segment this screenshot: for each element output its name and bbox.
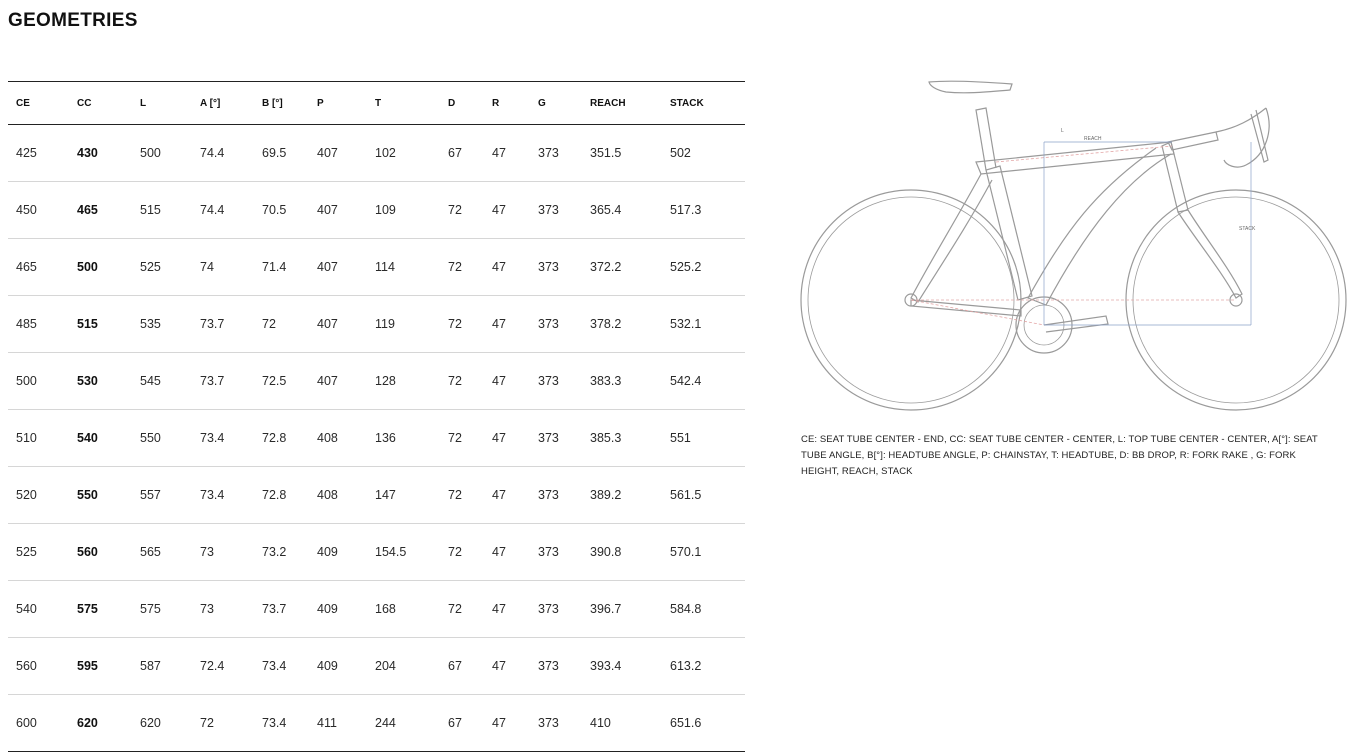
table-row bbox=[8, 695, 745, 752]
column-header: P bbox=[309, 82, 367, 125]
table-cell: 542.4 bbox=[662, 353, 745, 410]
column-header: G bbox=[530, 82, 582, 125]
table-cell: 73.4 bbox=[192, 410, 254, 467]
column-header: D bbox=[440, 82, 484, 125]
table-cell: 407 bbox=[309, 125, 367, 182]
table-cell: 128 bbox=[367, 353, 440, 410]
stem bbox=[1168, 132, 1218, 150]
table-cell: 72 bbox=[440, 410, 484, 467]
column-header: A [°] bbox=[192, 82, 254, 125]
table-cell: 70.5 bbox=[254, 182, 309, 239]
table-cell: 411 bbox=[309, 695, 367, 752]
table-cell: 540 bbox=[69, 410, 132, 467]
table-cell: 557 bbox=[132, 467, 192, 524]
table-cell: 465 bbox=[8, 239, 69, 296]
table-cell: 651.6 bbox=[662, 695, 745, 752]
table-cell: 73.7 bbox=[254, 581, 309, 638]
table-cell: 407 bbox=[309, 353, 367, 410]
geometry-table bbox=[8, 81, 745, 752]
table-cell: 584.8 bbox=[662, 581, 745, 638]
table-cell: 613.2 bbox=[662, 638, 745, 695]
bike-geometry-diagram bbox=[796, 70, 1354, 420]
table-cell: 72 bbox=[440, 524, 484, 581]
table-cell: 532.1 bbox=[662, 296, 745, 353]
table-cell: 168 bbox=[367, 581, 440, 638]
table-cell: 373 bbox=[530, 524, 582, 581]
table-cell: 373 bbox=[530, 182, 582, 239]
table-cell: 390.8 bbox=[582, 524, 662, 581]
table-cell: 74.4 bbox=[192, 182, 254, 239]
table-cell: 565 bbox=[132, 524, 192, 581]
table-cell: 47 bbox=[484, 182, 530, 239]
table-cell: 73.2 bbox=[254, 524, 309, 581]
table-cell: 119 bbox=[367, 296, 440, 353]
table-cell: 551 bbox=[662, 410, 745, 467]
table-row bbox=[8, 467, 745, 524]
table-cell: 500 bbox=[8, 353, 69, 410]
table-cell: 500 bbox=[69, 239, 132, 296]
table-cell: 72 bbox=[254, 296, 309, 353]
table-cell: 525.2 bbox=[662, 239, 745, 296]
table-cell: 72.8 bbox=[254, 467, 309, 524]
table-cell: 620 bbox=[69, 695, 132, 752]
table-cell: 409 bbox=[309, 581, 367, 638]
table-cell: 407 bbox=[309, 296, 367, 353]
table-cell: 47 bbox=[484, 467, 530, 524]
diagram-label-reach: REACH bbox=[1084, 136, 1102, 142]
column-header: T bbox=[367, 82, 440, 125]
table-cell: 72 bbox=[192, 695, 254, 752]
table-cell: 372.2 bbox=[582, 239, 662, 296]
table-cell: 244 bbox=[367, 695, 440, 752]
table-cell: 389.2 bbox=[582, 467, 662, 524]
table-cell: 73 bbox=[192, 581, 254, 638]
table-cell: 373 bbox=[530, 695, 582, 752]
table-cell: 383.3 bbox=[582, 353, 662, 410]
table-cell: 408 bbox=[309, 467, 367, 524]
seat-stay bbox=[911, 174, 992, 302]
table-cell: 47 bbox=[484, 695, 530, 752]
table-cell: 47 bbox=[484, 296, 530, 353]
handlebar bbox=[1216, 108, 1269, 167]
table-cell: 550 bbox=[69, 467, 132, 524]
table-cell: 73.4 bbox=[192, 467, 254, 524]
table-cell: 407 bbox=[309, 182, 367, 239]
table-row bbox=[8, 239, 745, 296]
table-cell: 407 bbox=[309, 239, 367, 296]
table-row bbox=[8, 125, 745, 182]
page-title: GEOMETRIES bbox=[8, 10, 138, 31]
seat-tube bbox=[986, 166, 1032, 300]
table-cell: 147 bbox=[367, 467, 440, 524]
table-header-row bbox=[8, 82, 745, 125]
geometry-legend: CE: SEAT TUBE CENTER - END, CC: SEAT TUBE CENTER - CENTER, L: TOP TUBE CENTER - CENTER, A[°]: SEAT TUBE ANGLE, B[°]: HEADTUBE ANGLE, P: CHAINSTAY, T: HEADTUBE, D: BB DROP, R: FORK RAKE , G: FORK HEIGHT, REACH, STACK bbox=[801, 434, 1318, 477]
table-row bbox=[8, 581, 745, 638]
table-cell: 409 bbox=[309, 638, 367, 695]
table-cell: 410 bbox=[582, 695, 662, 752]
table-cell: 409 bbox=[309, 524, 367, 581]
table-cell: 72.5 bbox=[254, 353, 309, 410]
table-cell: 136 bbox=[367, 410, 440, 467]
table-cell: 396.7 bbox=[582, 581, 662, 638]
table-cell: 73.7 bbox=[192, 296, 254, 353]
table-cell: 560 bbox=[8, 638, 69, 695]
column-header: CC bbox=[69, 82, 132, 125]
table-cell: 520 bbox=[8, 467, 69, 524]
table-cell: 73.4 bbox=[254, 638, 309, 695]
column-header: L bbox=[132, 82, 192, 125]
table-cell: 73 bbox=[192, 524, 254, 581]
table-cell: 535 bbox=[132, 296, 192, 353]
column-header: R bbox=[484, 82, 530, 125]
table-cell: 575 bbox=[132, 581, 192, 638]
table-cell: 351.5 bbox=[582, 125, 662, 182]
table-cell: 373 bbox=[530, 125, 582, 182]
table-body bbox=[8, 125, 745, 752]
table-cell: 72 bbox=[440, 581, 484, 638]
table-cell: 102 bbox=[367, 125, 440, 182]
table-cell: 545 bbox=[132, 353, 192, 410]
table-cell: 502 bbox=[662, 125, 745, 182]
table-row bbox=[8, 296, 745, 353]
table-cell: 465 bbox=[69, 182, 132, 239]
table-cell: 485 bbox=[8, 296, 69, 353]
table-cell: 74 bbox=[192, 239, 254, 296]
table-cell: 575 bbox=[69, 581, 132, 638]
table-cell: 373 bbox=[530, 353, 582, 410]
table-cell: 373 bbox=[530, 410, 582, 467]
table-cell: 67 bbox=[440, 638, 484, 695]
table-cell: 67 bbox=[440, 125, 484, 182]
table-cell: 525 bbox=[8, 524, 69, 581]
table-cell: 373 bbox=[530, 296, 582, 353]
table-cell: 450 bbox=[8, 182, 69, 239]
table-cell: 73.7 bbox=[192, 353, 254, 410]
table-cell: 393.4 bbox=[582, 638, 662, 695]
table-cell: 47 bbox=[484, 581, 530, 638]
table-cell: 72 bbox=[440, 467, 484, 524]
table-cell: 385.3 bbox=[582, 410, 662, 467]
fork bbox=[1178, 210, 1242, 298]
chain-stay bbox=[911, 300, 1021, 316]
table-row bbox=[8, 524, 745, 581]
column-header: CE bbox=[8, 82, 69, 125]
table-cell: 73.4 bbox=[254, 695, 309, 752]
chainstay-line bbox=[911, 300, 1044, 325]
table-cell: 373 bbox=[530, 239, 582, 296]
table-cell: 373 bbox=[530, 638, 582, 695]
table-cell: 154.5 bbox=[367, 524, 440, 581]
table-cell: 373 bbox=[530, 581, 582, 638]
table-cell: 109 bbox=[367, 182, 440, 239]
table-cell: 430 bbox=[69, 125, 132, 182]
table-cell: 72 bbox=[440, 296, 484, 353]
table-cell: 408 bbox=[309, 410, 367, 467]
table-cell: 47 bbox=[484, 410, 530, 467]
table-cell: 510 bbox=[8, 410, 69, 467]
table-cell: 72 bbox=[440, 353, 484, 410]
crank-arm bbox=[1044, 316, 1108, 332]
table-cell: 47 bbox=[484, 524, 530, 581]
table-row bbox=[8, 353, 745, 410]
column-header: B [°] bbox=[254, 82, 309, 125]
table-cell: 425 bbox=[8, 125, 69, 182]
diagram-label-stack: STACK bbox=[1239, 226, 1256, 232]
table-cell: 72 bbox=[440, 182, 484, 239]
table-cell: 595 bbox=[69, 638, 132, 695]
head-tube bbox=[1162, 142, 1188, 212]
table-cell: 515 bbox=[132, 182, 192, 239]
table-cell: 378.2 bbox=[582, 296, 662, 353]
table-cell: 204 bbox=[367, 638, 440, 695]
table-cell: 47 bbox=[484, 638, 530, 695]
table-cell: 561.5 bbox=[662, 467, 745, 524]
table-cell: 365.4 bbox=[582, 182, 662, 239]
table-row bbox=[8, 182, 745, 239]
table-cell: 600 bbox=[8, 695, 69, 752]
table-cell: 550 bbox=[132, 410, 192, 467]
table-cell: 587 bbox=[132, 638, 192, 695]
column-header: STACK bbox=[662, 82, 745, 125]
table-cell: 620 bbox=[132, 695, 192, 752]
table-cell: 69.5 bbox=[254, 125, 309, 182]
table-cell: 47 bbox=[484, 125, 530, 182]
table-cell: 47 bbox=[484, 353, 530, 410]
down-tube bbox=[1028, 148, 1171, 305]
table-cell: 530 bbox=[69, 353, 132, 410]
table-cell: 500 bbox=[132, 125, 192, 182]
table-cell: 517.3 bbox=[662, 182, 745, 239]
top-tube bbox=[976, 142, 1174, 174]
table-cell: 515 bbox=[69, 296, 132, 353]
column-header: REACH bbox=[582, 82, 662, 125]
table-cell: 525 bbox=[132, 239, 192, 296]
table-cell: 74.4 bbox=[192, 125, 254, 182]
table-cell: 47 bbox=[484, 239, 530, 296]
table-cell: 560 bbox=[69, 524, 132, 581]
table-cell: 72.8 bbox=[254, 410, 309, 467]
table-cell: 72.4 bbox=[192, 638, 254, 695]
table-cell: 114 bbox=[367, 239, 440, 296]
table-cell: 540 bbox=[8, 581, 69, 638]
table-row bbox=[8, 410, 745, 467]
table-cell: 570.1 bbox=[662, 524, 745, 581]
table-cell: 67 bbox=[440, 695, 484, 752]
table-cell: 72 bbox=[440, 239, 484, 296]
table-cell: 71.4 bbox=[254, 239, 309, 296]
table-row bbox=[8, 638, 745, 695]
diagram-label-l: L bbox=[1061, 128, 1064, 134]
table-cell: 373 bbox=[530, 467, 582, 524]
l-measure-line bbox=[996, 146, 1172, 162]
saddle bbox=[929, 81, 1012, 93]
